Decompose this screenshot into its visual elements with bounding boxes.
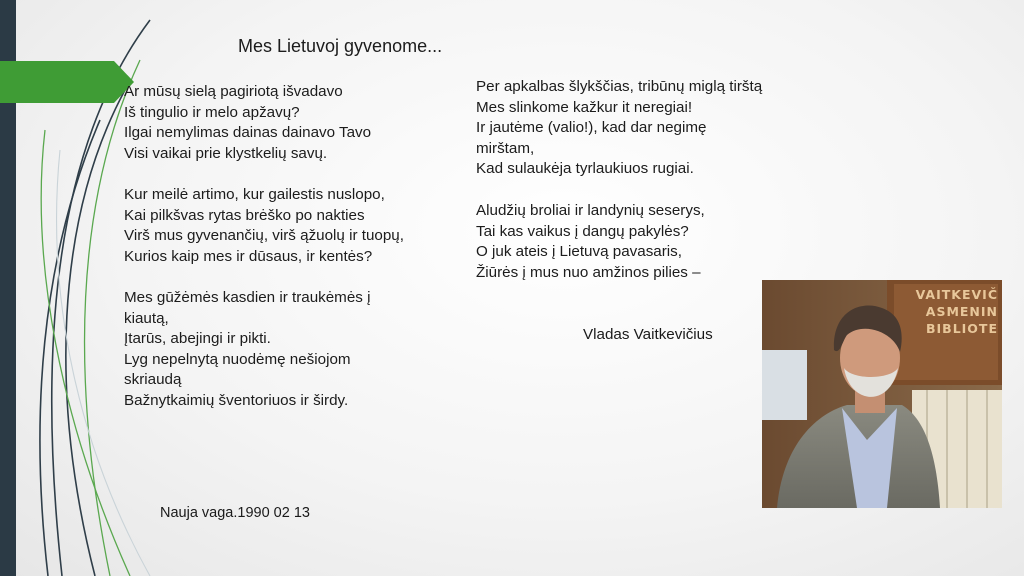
source-citation: Nauja vaga.1990 02 13 (160, 505, 310, 521)
verse-line: Virš mus gyvenančių, virš ąžuolų ir tuopų, (124, 227, 404, 245)
verse-line: mirštam, (476, 139, 535, 157)
sign-line: ASMENIN (925, 304, 998, 319)
verse-line: kiautą, (124, 309, 169, 327)
verse-line: Bažnytkaimių šventoriuos ir širdy. (124, 391, 349, 409)
verse-line: Kad sulaukėja tyrlaukiuos rugiai. (476, 160, 694, 178)
verse-line: Ar mūsų sielą pagiriotą išvadavo (124, 83, 343, 100)
photo-sign-text (902, 286, 998, 337)
verse-line: Kai pilkšvas rytas brėško po nakties (124, 206, 365, 224)
green-arrow-tab (0, 61, 134, 103)
verse-line: O juk ateis į Lietuvą pavasaris, (476, 243, 682, 261)
verse-line: Mes slinkome kažkur it neregiai! (476, 98, 693, 116)
author-name: Vladas Vaitkevičius (583, 326, 713, 343)
left-stanza-2 (124, 185, 404, 267)
verse-line: Kur meilė artimo, kur gailestis nuslopo, (124, 186, 385, 203)
right-stanza-2 (476, 201, 705, 283)
verse-line: Per apkalbas šlykščias, tribūnų miglą tirštą (476, 78, 763, 95)
verse-line: Žiūrės į mus nuo amžinos pilies – (476, 263, 701, 281)
verse-line: Visi vaikai prie klystkelių savų. (124, 144, 328, 162)
verse-line: Tai kas vaikus į dangų pakylės? (476, 222, 689, 240)
left-stanza-3 (124, 288, 370, 412)
verse-line: Įtarūs, abejingi ir pikti. (124, 330, 271, 348)
author-photo (762, 280, 1002, 508)
verse-line: Kurios kaip mes ir dūsaus, ir kentės? (124, 247, 373, 265)
verse-line: Iš tingulio ir melo apžavų? (124, 103, 300, 121)
verse-line: Ir jautėme (valio!), kad dar negimę (476, 119, 707, 137)
sign-line: BIBLIOTE (925, 321, 998, 336)
verse-line: skriaudą (124, 371, 182, 389)
verse-line: Lyg nepelnytą nuodėmę nešiojom (124, 350, 351, 368)
verse-line: Aludžių broliai ir landynių seserys, (476, 202, 705, 219)
verse-line: Ilgai nemylimas dainas dainavo Tavo (124, 124, 372, 142)
poem-title: Mes Lietuvoj gyvenome... (238, 36, 443, 56)
sign-line: VAITKEVIČ (915, 287, 998, 302)
verse-line: Mes gūžėmės kasdien ir traukėmės į (124, 289, 371, 306)
left-stanza-1 (124, 82, 371, 164)
right-stanza-1 (476, 77, 762, 180)
